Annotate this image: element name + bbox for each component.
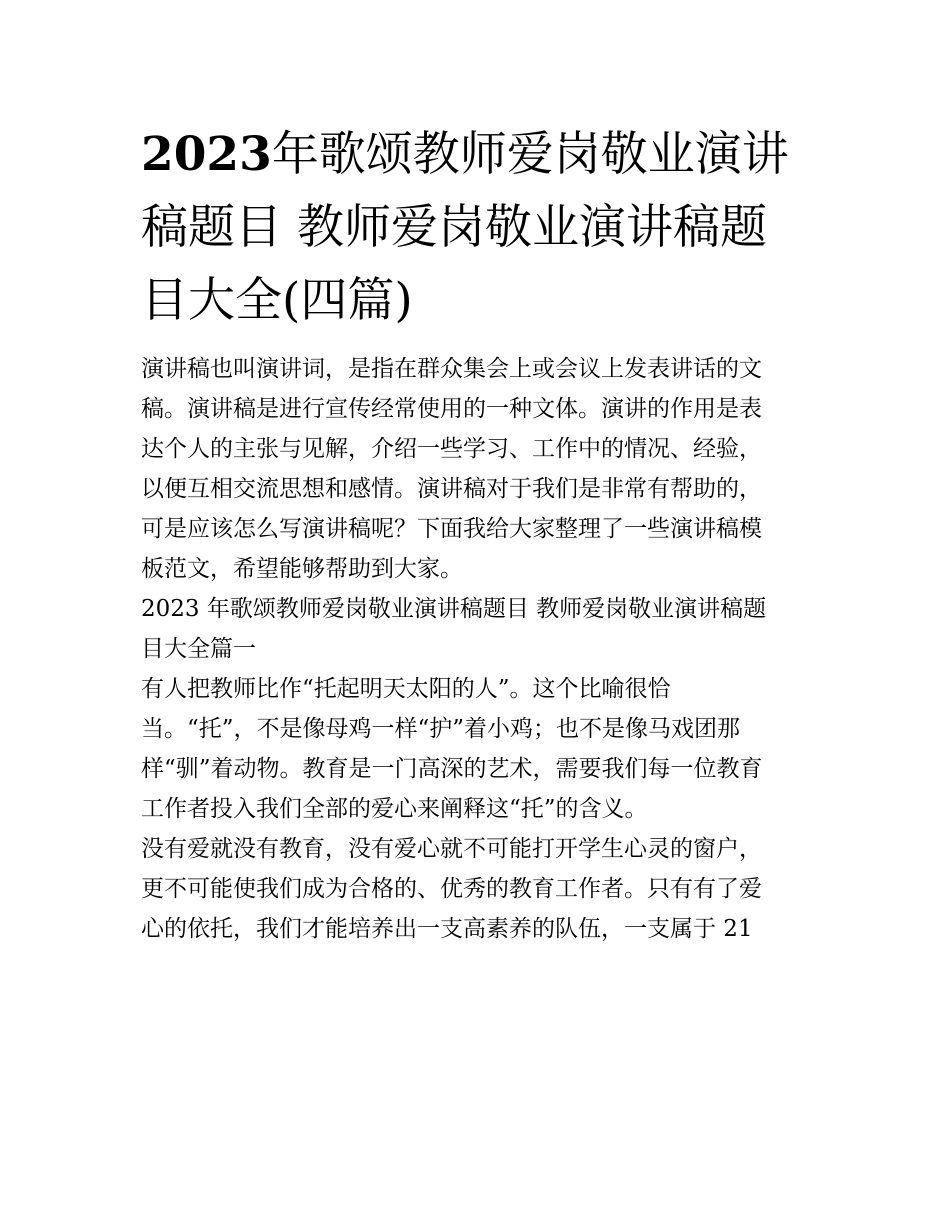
section-heading-1: [141, 589, 821, 669]
text-line: 工作者投入我们全部的爱心来阐释这“托”的含义。: [141, 796, 648, 822]
text-line: 有人把教师比作“托起明天太阳的人”。这个比喻很恰: [141, 676, 671, 702]
text-line: 稿。演讲稿是进行宣传经常使用的一种文体。演讲的作用是表: [141, 396, 762, 422]
document-body: [141, 349, 821, 949]
paragraph-metaphor: [141, 669, 821, 829]
paragraph-intro: [141, 349, 821, 589]
text-line: 以便互相交流思想和感情。演讲稿对于我们是非常有帮助的，: [141, 476, 762, 502]
text-line: 更不可能使我们成为合格的、优秀的教育工作者。只有有了爱: [141, 876, 762, 902]
title-line-1-text: 年歌颂教师爱岗敬业演讲: [271, 127, 789, 182]
title-line-1: [141, 118, 821, 191]
text-line: 达个人的主张与见解，介绍一些学习、工作中的情况、经验，: [141, 436, 762, 462]
text-line: 心的依托，我们才能培养出一支高素养的队伍，一支属于 21: [141, 916, 753, 942]
text-line: 2023 年歌颂教师爱岗敬业演讲稿题目 教师爱岗敬业演讲稿题: [141, 596, 767, 622]
text-line: 演讲稿也叫演讲词，是指在群众集会上或会议上发表讲话的文: [141, 356, 762, 382]
text-line: 样“驯”着动物。教育是一门高深的艺术，需要我们每一位教育: [141, 756, 763, 782]
text-line: 当。“托”，不是像母鸡一样“护”着小鸡；也不是像马戏团那: [141, 716, 741, 742]
title-line-2: 稿题目 教师爱岗敬业演讲稿题: [141, 200, 767, 255]
text-line: 没有爱就没有教育，没有爱心就不可能打开学生心灵的窗户，: [141, 836, 762, 862]
text-line: 板范文，希望能够帮助到大家。: [141, 556, 463, 582]
text-line: 可是应该怎么写演讲稿呢？下面我给大家整理了一些演讲稿模: [141, 516, 762, 542]
document-content: [141, 118, 821, 949]
title-year: 2023: [141, 127, 272, 182]
title-line-3: 目大全(四篇): [141, 273, 413, 328]
text-line: 目大全篇一: [141, 636, 256, 662]
paragraph-love: [141, 829, 821, 949]
document-title: [141, 118, 821, 337]
